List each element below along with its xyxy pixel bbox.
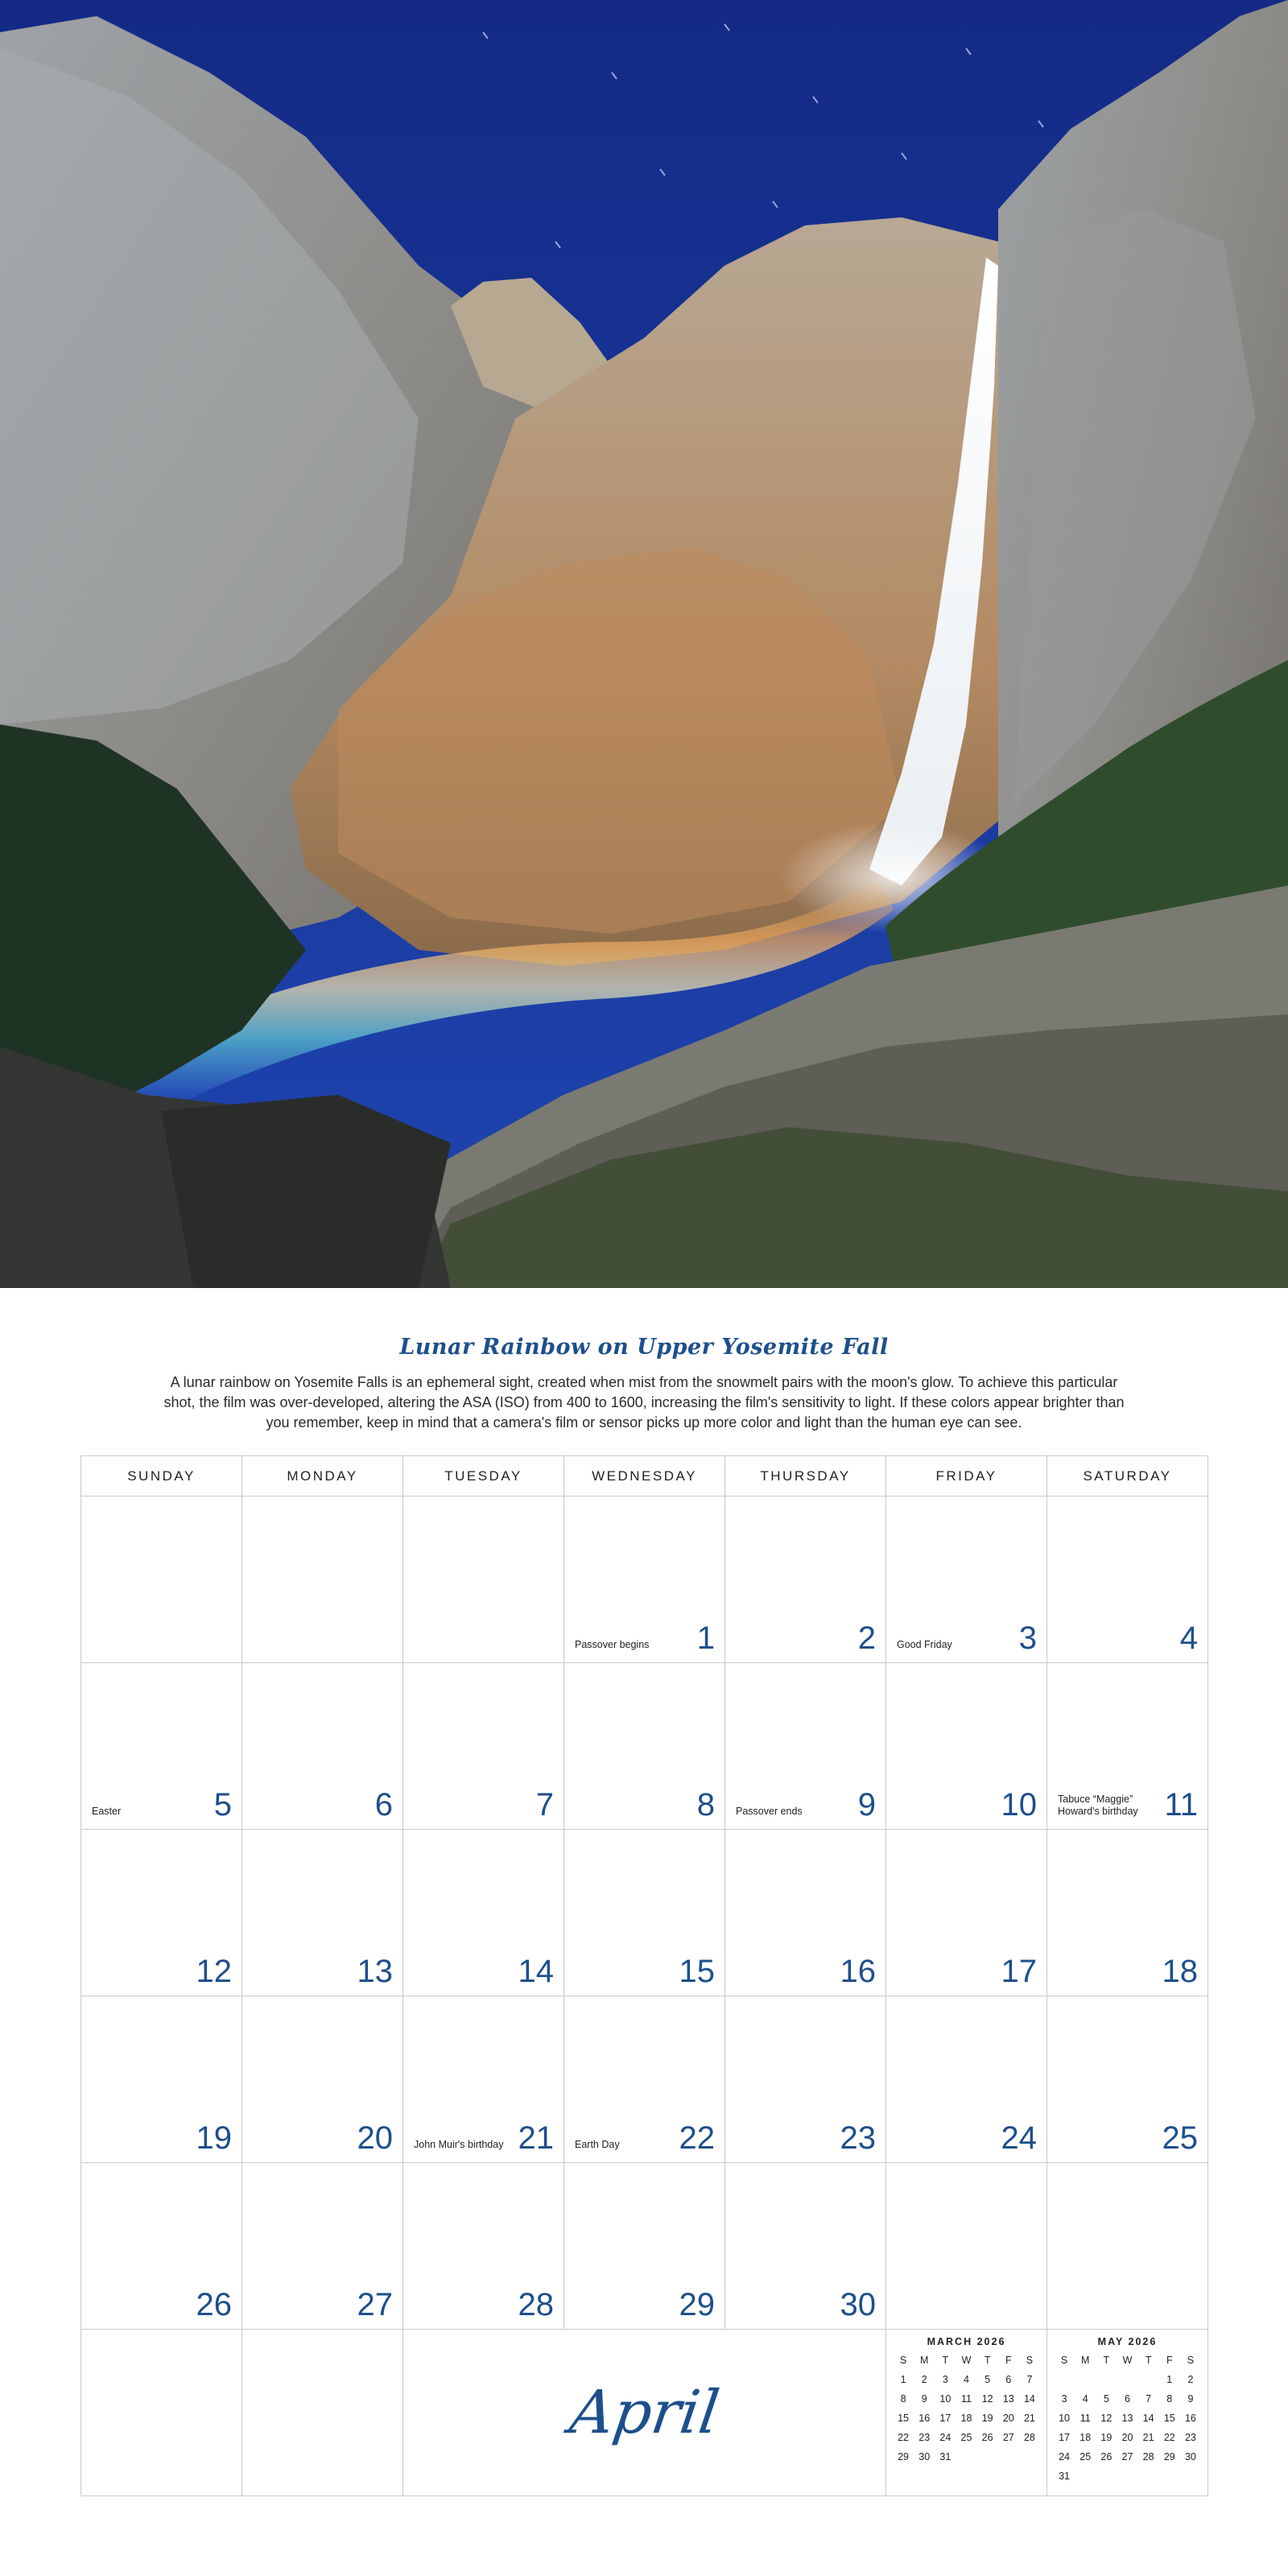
mini-day: 8: [1166, 2393, 1173, 2405]
mini-day: 10: [1059, 2413, 1071, 2424]
day-number: 5: [213, 1787, 232, 1823]
day-cell: [564, 2163, 725, 2330]
day-number: 27: [357, 2287, 393, 2322]
weekday-header-friday: FRIDAY: [886, 1456, 1047, 1496]
day-cell: [564, 1496, 725, 1663]
day-cell: [886, 1830, 1047, 1996]
mini-day: [1138, 2467, 1159, 2486]
day-number: 30: [840, 2287, 876, 2322]
mini-day: 27: [1121, 2451, 1133, 2462]
day-cell: [81, 2163, 242, 2330]
mini-day: 6: [1125, 2393, 1130, 2405]
mini-day: 10: [939, 2393, 952, 2405]
day-number: 11: [1164, 1787, 1198, 1823]
mini-day: 15: [898, 2413, 910, 2424]
day-cell: [725, 1496, 886, 1663]
mini-day: 20: [1002, 2413, 1014, 2424]
mini-day: [1096, 2370, 1117, 2389]
day-cell: [725, 1996, 886, 2163]
mini-calendar-march: [886, 2330, 1047, 2496]
photo-caption-title: Lunar Rainbow on Upper Yosemite Fall: [399, 1335, 889, 1360]
day-cell: [403, 2163, 564, 2330]
day-cell: [1047, 1496, 1208, 1663]
day-note: Passover begins: [575, 1639, 650, 1650]
mini-day: 20: [1121, 2432, 1133, 2443]
mini-day: 4: [1082, 2393, 1088, 2405]
mini-weekday: S: [1060, 2355, 1068, 2366]
mini-day: 13: [1121, 2413, 1133, 2424]
month-name-cell: [403, 2330, 886, 2496]
mini-day: 29: [898, 2451, 910, 2462]
mini-day: 14: [1142, 2413, 1154, 2424]
mini-day: 2: [921, 2374, 927, 2385]
mini-day: [1117, 2467, 1137, 2486]
day-cell: [886, 2163, 1047, 2330]
day-cell: [725, 1830, 886, 1996]
mini-calendar-title: MARCH 2026: [927, 2336, 1006, 2347]
mini-day: 7: [1146, 2393, 1152, 2405]
mini-day: 8: [900, 2393, 906, 2405]
day-cell: [1047, 1663, 1208, 1830]
mini-day: [1138, 2370, 1159, 2389]
mini-day: [956, 2447, 976, 2467]
day-number: 10: [1001, 1787, 1037, 1823]
mini-day: 25: [1080, 2451, 1092, 2462]
mini-day: [1075, 2370, 1096, 2389]
day-number: 8: [696, 1787, 715, 1823]
day-cell: [564, 1830, 725, 1996]
day-number: 21: [518, 2120, 554, 2156]
weekday-header-tuesday: TUESDAY: [403, 1456, 564, 1496]
day-number: 13: [357, 1954, 393, 1989]
mini-day: 18: [1080, 2432, 1092, 2443]
day-number: 6: [374, 1787, 393, 1823]
mini-day: 26: [1100, 2451, 1113, 2462]
mini-day: 7: [1026, 2374, 1033, 2385]
mini-day: 24: [939, 2432, 952, 2443]
day-cell: [564, 1996, 725, 2163]
weekday-header-saturday: SATURDAY: [1047, 1456, 1208, 1496]
mini-day: 21: [1142, 2432, 1154, 2443]
mini-calendar-may: [1047, 2330, 1208, 2496]
mini-day: 22: [898, 2432, 910, 2443]
mini-day: 31: [939, 2451, 952, 2462]
day-number: 4: [1179, 1620, 1198, 1656]
mini-weekday: S: [1026, 2355, 1034, 2366]
day-cell: [1047, 1996, 1208, 2163]
mini-day: 17: [939, 2413, 952, 2424]
mini-weekday: M: [1081, 2355, 1090, 2366]
mini-day: [1075, 2467, 1096, 2486]
mini-weekday: F: [1005, 2355, 1012, 2366]
mini-day: 30: [1184, 2451, 1196, 2462]
mini-day: [998, 2447, 1019, 2467]
mini-day: 18: [960, 2413, 972, 2424]
day-number: 17: [1001, 1954, 1037, 1989]
mini-day: 17: [1059, 2432, 1071, 2443]
mini-day: 6: [1005, 2374, 1012, 2385]
mini-weekday: S: [899, 2355, 907, 2366]
mini-day: 26: [981, 2432, 993, 2443]
mini-weekday: M: [920, 2355, 929, 2366]
day-number: 19: [196, 2120, 232, 2156]
day-cell: [725, 2163, 886, 2330]
mini-weekday: S: [1187, 2355, 1195, 2366]
mini-day: 23: [1184, 2432, 1196, 2443]
day-note: Earth Day: [575, 2139, 620, 2150]
mini-day: 5: [985, 2374, 991, 2385]
mini-day: 31: [1059, 2471, 1071, 2482]
mini-weekday: T: [1145, 2355, 1152, 2366]
day-cell: [242, 2163, 403, 2330]
day-note: John Muir's birthday: [414, 2139, 504, 2150]
mini-day: 24: [1059, 2451, 1071, 2462]
day-cell: [564, 1663, 725, 1830]
day-note: Passover ends: [736, 1806, 803, 1817]
mini-calendar-table: [893, 2351, 1040, 2467]
day-number: 29: [679, 2287, 715, 2322]
weekday-header-sunday: SUNDAY: [81, 1456, 242, 1496]
day-cell: [242, 1663, 403, 1830]
day-note: Good Friday: [897, 1639, 952, 1650]
mini-day: 11: [1080, 2413, 1091, 2424]
day-cell: [81, 1830, 242, 1996]
mini-calendar-title: MAY 2026: [1097, 2336, 1158, 2347]
mini-day: 22: [1163, 2432, 1175, 2443]
day-cell: [725, 1663, 886, 1830]
day-number: 22: [679, 2120, 715, 2156]
day-number: 23: [840, 2120, 876, 2156]
weekday-header-monday: MONDAY: [242, 1456, 403, 1496]
day-cell: [242, 1830, 403, 1996]
day-cell: [81, 1996, 242, 2163]
mini-day: 2: [1187, 2374, 1194, 2385]
day-cell: [886, 1663, 1047, 1830]
mini-weekday: T: [984, 2355, 991, 2366]
mini-day: 23: [919, 2432, 931, 2443]
mini-day: 29: [1163, 2451, 1175, 2462]
mini-day: 12: [981, 2393, 993, 2405]
mini-day: [1180, 2467, 1201, 2486]
mini-day: [1019, 2447, 1040, 2467]
mini-day: 27: [1002, 2432, 1014, 2443]
mini-weekday: T: [1103, 2355, 1110, 2366]
day-number: 28: [518, 2287, 554, 2322]
day-cell: [81, 1663, 242, 1830]
weekday-header-thursday: THURSDAY: [725, 1456, 886, 1496]
mini-calendar-table: [1054, 2351, 1201, 2486]
mini-day: [1096, 2467, 1117, 2486]
mini-weekday: F: [1166, 2355, 1173, 2366]
mini-day: [1054, 2370, 1075, 2389]
calendar-grid: [80, 1455, 1208, 2496]
day-cell: [403, 1996, 564, 2163]
mini-day: 3: [942, 2374, 948, 2385]
mini-day: 12: [1100, 2413, 1113, 2424]
day-cell: [242, 1496, 403, 1663]
mini-day: 11: [961, 2393, 972, 2405]
day-cell: [403, 1830, 564, 1996]
mini-day: 19: [1100, 2432, 1113, 2443]
mini-day: [1159, 2467, 1180, 2486]
mini-day: 21: [1023, 2413, 1035, 2424]
mini-day: 4: [964, 2374, 969, 2385]
day-number: 12: [196, 1954, 232, 1989]
day-cell: [1047, 2163, 1208, 2330]
mini-day: 16: [919, 2413, 931, 2424]
month-name: April: [565, 2378, 724, 2447]
day-cell: [886, 1996, 1047, 2163]
day-number: 16: [840, 1954, 876, 1989]
mini-day: 14: [1023, 2393, 1035, 2405]
day-cell: [886, 1496, 1047, 1663]
mini-day: 3: [1061, 2393, 1067, 2405]
day-number: 9: [857, 1787, 876, 1823]
day-cell: [403, 1496, 564, 1663]
day-cell: [1047, 1830, 1208, 1996]
weekday-header-wednesday: WEDNESDAY: [564, 1456, 725, 1496]
day-number: 24: [1001, 2120, 1037, 2156]
mini-day: 13: [1002, 2393, 1014, 2405]
day-number: 7: [535, 1787, 554, 1823]
mini-day: 5: [1103, 2393, 1109, 2405]
mini-day: 9: [921, 2393, 927, 2405]
mini-day: 25: [960, 2432, 972, 2443]
mini-day: 19: [981, 2413, 993, 2424]
day-number: 1: [696, 1620, 715, 1656]
day-cell: [242, 1996, 403, 2163]
day-number: 15: [679, 1954, 715, 1989]
day-number: 20: [357, 2120, 393, 2156]
mini-day: 1: [900, 2374, 906, 2385]
day-cell: [81, 1496, 242, 1663]
mini-day: 15: [1163, 2413, 1175, 2424]
day-number: 3: [1018, 1620, 1037, 1656]
day-cell: [403, 1663, 564, 1830]
mini-weekday: T: [942, 2355, 949, 2366]
mini-day: 28: [1023, 2432, 1035, 2443]
day-note: Tabuce “Maggie” Howard's birthday: [1058, 1794, 1138, 1817]
day-number: 14: [518, 1954, 554, 1989]
day-number: 18: [1162, 1954, 1198, 1989]
mini-day: 30: [919, 2451, 931, 2462]
mini-day: [977, 2447, 998, 2467]
day-number: 25: [1162, 2120, 1198, 2156]
mini-day: 28: [1142, 2451, 1154, 2462]
day-number: 2: [857, 1620, 876, 1656]
mini-day: 9: [1187, 2393, 1194, 2405]
mini-day: 16: [1184, 2413, 1196, 2424]
mini-day: 1: [1166, 2374, 1173, 2385]
photo-caption-body: A lunar rainbow on Yosemite Falls is an ephemeral sight, created when mist from the snowmelt pairs with the moon's glow. To achieve this particular shot, the film was over-developed, altering the ASA (ISO) from 400 to 1600, increasing the film's sensitivity to light. If these colors appear brighter than you remember, keep in mind that a camera's film or sensor picks up more color and light than the human eye can see.: [163, 1374, 1125, 1430]
mini-weekday: W: [1122, 2355, 1133, 2366]
empty-cell: [242, 2330, 403, 2496]
day-number: 26: [196, 2287, 232, 2322]
day-note: Easter: [92, 1806, 122, 1817]
empty-cell: [81, 2330, 242, 2496]
mini-day: [1117, 2370, 1137, 2389]
mini-weekday: W: [961, 2355, 972, 2366]
